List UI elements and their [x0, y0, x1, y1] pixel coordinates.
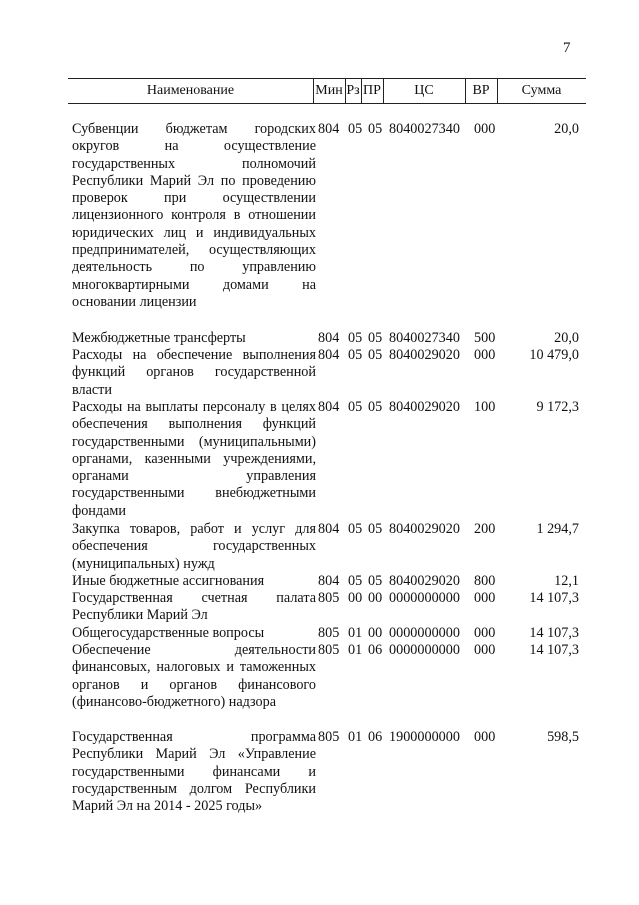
row-name: Субвенции бюджетам городских округов на осуществление государственных полномочий Республики Марий Эл по проведению проверок при осуществлении лицензионного контроля в отношении юридических лиц и индивидуальных предпринимателей, осуществляющих деятельность по управлению многоквартирными домами на основании лицензии — [72, 121, 316, 310]
row-rz: 05 — [348, 521, 363, 537]
row-rz: 05 — [348, 330, 363, 346]
row-vr: 100 — [474, 399, 496, 415]
row-min: 805 — [318, 590, 340, 606]
row-cs: 8040027340 — [389, 121, 460, 137]
row-vr: 800 — [474, 573, 496, 589]
row-sum: 10 479,0 — [529, 347, 579, 363]
row-pr: 05 — [368, 347, 383, 363]
row-min: 804 — [318, 121, 340, 137]
row-min: 804 — [318, 347, 340, 363]
row-min: 805 — [318, 625, 340, 641]
header-vr: ВР — [472, 83, 490, 98]
row-min: 804 — [318, 573, 340, 589]
row-rz: 00 — [348, 590, 363, 606]
row-cs: 8040029020 — [389, 573, 460, 589]
budget-table-body — [0, 121, 639, 834]
row-cs: 0000000000 — [389, 625, 460, 641]
row-sum: 14 107,3 — [529, 642, 579, 658]
row-min: 804 — [318, 521, 340, 537]
row-sum: 12,1 — [554, 573, 579, 589]
row-sum: 598,5 — [547, 729, 579, 745]
row-vr: 000 — [474, 347, 496, 363]
table-row — [0, 399, 639, 521]
table-row — [0, 573, 639, 590]
row-pr: 05 — [368, 573, 383, 589]
header-name: Наименование — [146, 83, 235, 98]
row-name: Межбюджетные трансферты — [72, 330, 246, 346]
row-sum: 14 107,3 — [529, 625, 579, 641]
header-rz: Рз — [346, 83, 360, 98]
row-pr: 06 — [368, 729, 383, 745]
row-name: Государственная счетная палата Республики Марий Эл — [72, 590, 316, 624]
table-row — [0, 330, 639, 347]
row-name: Расходы на обеспечение выполнения функций органов государственной власти — [72, 347, 316, 398]
row-min: 804 — [318, 399, 340, 415]
row-name: Обеспечение деятельности финансовых, налоговых и таможенных органов и органов финансового (финансово-бюджетного) надзора — [72, 642, 316, 710]
row-name: Расходы на выплаты персоналу в целях обеспечения выполнения функций государственными (муниципальными) органами, казенными учреждениями, органами управления государственными внебюджетными фондами — [72, 399, 316, 519]
row-pr: 05 — [368, 399, 383, 415]
row-name: Общегосударственные вопросы — [72, 625, 265, 641]
row-rz: 05 — [348, 573, 363, 589]
row-vr: 000 — [474, 625, 496, 641]
page-number: 7 — [563, 40, 571, 56]
row-rz: 05 — [348, 399, 363, 415]
row-cs: 0000000000 — [389, 590, 460, 606]
row-pr: 05 — [368, 121, 383, 137]
row-vr: 000 — [474, 729, 496, 745]
row-min: 805 — [318, 642, 340, 658]
row-cs: 0000000000 — [389, 642, 460, 658]
header-min: Мин — [315, 83, 343, 98]
row-pr: 05 — [368, 521, 383, 537]
row-rz: 01 — [348, 729, 363, 745]
row-vr: 000 — [474, 642, 496, 658]
row-vr: 000 — [474, 590, 496, 606]
row-rz: 05 — [348, 347, 363, 363]
row-vr: 000 — [474, 121, 496, 137]
row-rz: 05 — [348, 121, 363, 137]
row-vr: 500 — [474, 330, 496, 346]
row-cs: 8040029020 — [389, 347, 460, 363]
row-rz: 01 — [348, 625, 363, 641]
row-pr: 06 — [368, 642, 383, 658]
table-row — [0, 521, 639, 573]
row-sum: 1 294,7 — [536, 521, 579, 537]
row-name: Иные бюджетные ассигнования — [72, 573, 265, 589]
row-rz: 01 — [348, 642, 363, 658]
row-cs: 8040027340 — [389, 330, 460, 346]
header-sum: Сумма — [521, 83, 562, 98]
header-bottom-rule — [68, 103, 586, 104]
row-sum: 20,0 — [554, 330, 579, 346]
row-sum: 14 107,3 — [529, 590, 579, 606]
table-row — [0, 590, 639, 625]
header-pr: ПР — [363, 83, 381, 98]
table-row — [0, 625, 639, 642]
table-row — [0, 729, 639, 834]
row-sum: 9 172,3 — [536, 399, 579, 415]
row-min: 804 — [318, 330, 340, 346]
row-pr: 00 — [368, 625, 383, 641]
row-cs: 1900000000 — [389, 729, 460, 745]
row-pr: 05 — [368, 330, 383, 346]
row-cs: 8040029020 — [389, 399, 460, 415]
row-name: Закупка товаров, работ и услуг для обеспечения государственных (муниципальных) нужд — [72, 521, 316, 572]
header-cs: ЦС — [414, 83, 434, 98]
row-pr: 00 — [368, 590, 383, 606]
row-sum: 20,0 — [554, 121, 579, 137]
row-name: Государственная программа Республики Марий Эл «Управление государственными финансами и государственным долгом Республики Марий Эл на 2014 - 2025 годы» — [72, 729, 316, 815]
row-vr: 200 — [474, 521, 496, 537]
table-row — [0, 121, 639, 330]
row-min: 805 — [318, 729, 340, 745]
row-cs: 8040029020 — [389, 521, 460, 537]
table-row — [0, 347, 639, 399]
table-row — [0, 642, 639, 729]
